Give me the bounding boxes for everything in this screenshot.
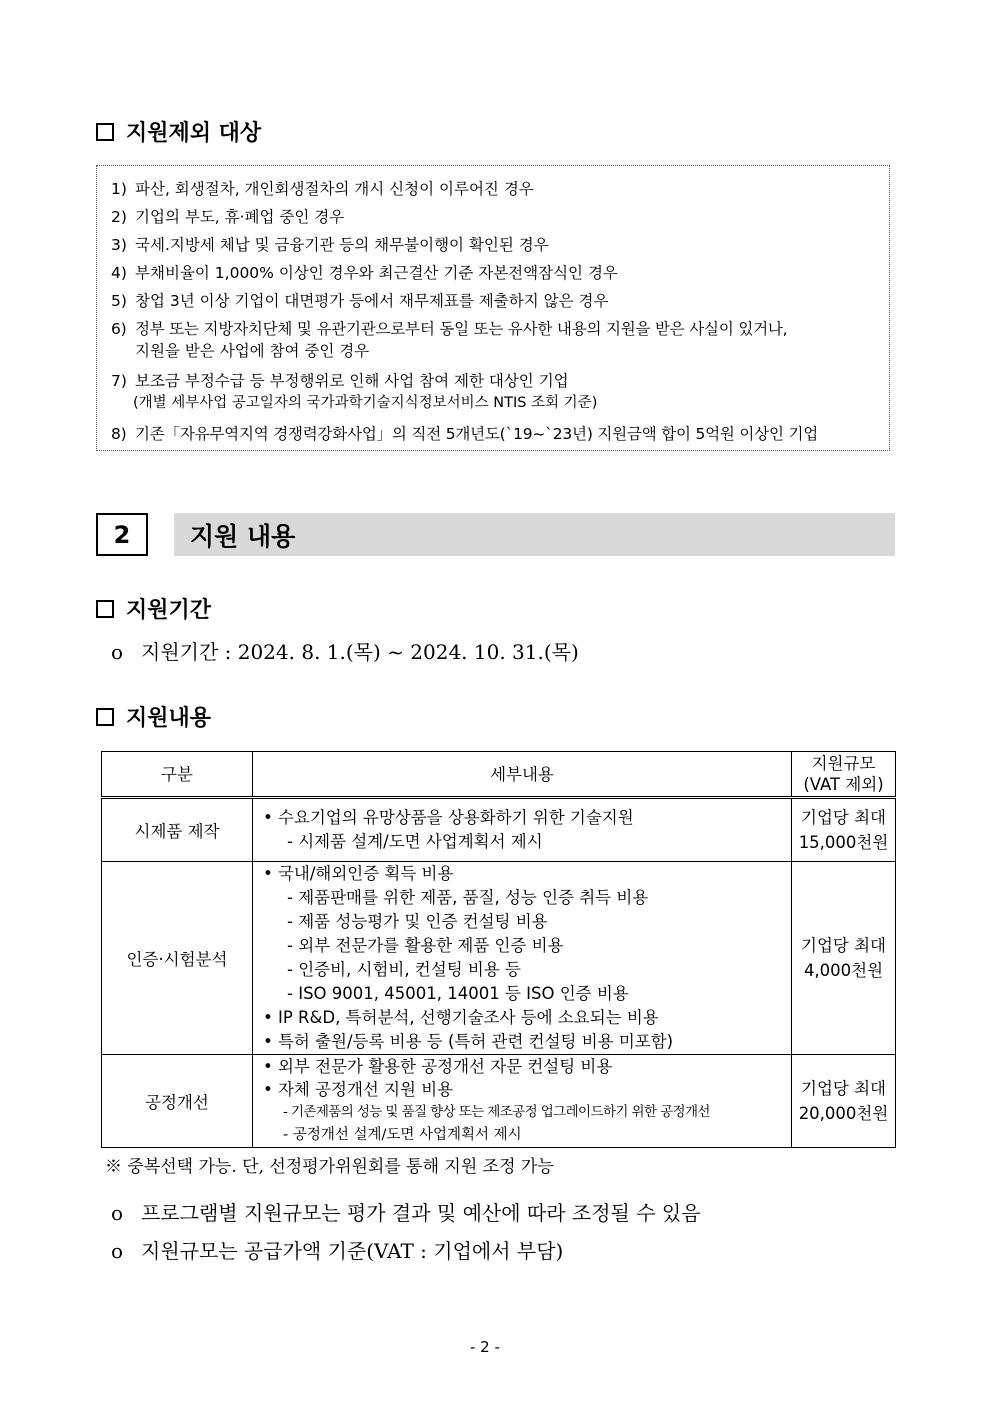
exclusion-item: 5) 창업 3년 이상 기업이 대면평가 등에서 재무제표를 제출하지 않은 경우 [111, 292, 609, 310]
table-row [102, 798, 896, 862]
row-detail: • 수요기업의 유망상품을 상용화하기 위한 기술지원 - 시제품 설계/도면 사업계획서 제시 [253, 798, 792, 862]
table-header-row [102, 752, 896, 798]
exclusion-item: 1) 파산, 회생절차, 개인회생절차의 개시 신청이 이루어진 경우 [111, 180, 534, 198]
table-row [102, 862, 896, 1055]
content-section-title: 지원내용 [96, 701, 211, 732]
row-category: 시제품 제작 [102, 798, 253, 862]
exclusion-item: 7) 보조금 부정수급 등 부정행위로 인해 사업 참여 제한 대상인 기업 [111, 372, 569, 390]
table-note: ※ 중복선택 가능. 단, 선정평가위원회를 통해 지원 조정 가능 [105, 1157, 554, 1177]
exclusion-list-box [96, 165, 890, 451]
row-scale: 기업당 최대 15,000천원 [792, 798, 896, 862]
exclusion-item: 4) 부채비율이 1,000% 이상인 경우와 최근결산 기준 자본전액잠식인 경우 [111, 264, 618, 282]
header-detail: 세부내용 [253, 752, 792, 798]
row-detail: • 외부 전문가 활용한 공정개선 자문 컨설팅 비용 • 자체 공정개선 지원 비용 - 기존제품의 성능 및 품질 향상 또는 제조공정 업그레이드하기 위한 공정개선 - 공정개선 설계/도면 사업계획서 제시 [253, 1055, 792, 1148]
checkbox-square-icon [96, 600, 114, 618]
chapter-number: 2 [96, 513, 148, 556]
header-category: 구분 [102, 752, 253, 798]
page-number: - 2 - [470, 1338, 500, 1356]
row-scale: 기업당 최대 4,000천원 [792, 862, 896, 1055]
exclusion-item: 2) 기업의 부도, 휴·폐업 중인 경우 [111, 208, 345, 226]
header-scale: 지원규모 (VAT 제외) [792, 752, 896, 798]
support-table [101, 751, 896, 1148]
exclusion-item: 6) 정부 또는 지방자치단체 및 유관기관으로부터 동일 또는 유사한 내용의 지원을 받은 사실이 있거나, [111, 320, 788, 338]
row-category: 인증·시험분석 [102, 862, 253, 1055]
content-bullet-line: o 프로그램별 지원규모는 평가 결과 및 예산에 따라 조정될 수 있음 [111, 1201, 701, 1225]
exclusion-item-note: (개별 세부사업 공고일자의 국가과학기술지식정보서비스 NTIS 조회 기준) [133, 395, 598, 411]
exclusion-item: 3) 국세.지방세 체납 및 금융기관 등의 채무불이행이 확인된 경우 [111, 236, 549, 254]
exclusion-item-continuation: 지원을 받은 사업에 참여 중인 경우 [135, 342, 370, 360]
chapter-title: 지원 내용 [174, 513, 895, 556]
content-bullet-line: o 지원규모는 공급가액 기준(VAT : 기업에서 부담) [111, 1239, 564, 1263]
period-line: o 지원기간 : 2024. 8. 1.(목) ~ 2024. 10. 31.(목) [111, 640, 579, 664]
row-scale: 기업당 최대 20,000천원 [792, 1055, 896, 1148]
exclusion-item: 8) 기존「자유무역지역 경쟁력강화사업」의 직전 5개년도(`19~`23년) 지원금액 합이 5억원 이상인 기업 [111, 425, 819, 443]
row-category: 공정개선 [102, 1055, 253, 1148]
checkbox-square-icon [96, 708, 114, 726]
table-row [102, 1055, 896, 1148]
period-section-title: 지원기간 [96, 593, 211, 624]
checkbox-square-icon [96, 123, 114, 141]
row-detail: • 국내/해외인증 획득 비용 - 제품판매를 위한 제품, 품질, 성능 인증 취득 비용 - 제품 성능평가 및 인증 컨설팅 비용 - 외부 전문가를 활용한 제품 인증 비용 - 인증비, 시험비, 컨설팅 비용 등 - ISO 9001, 45001, 14001 등 ISO 인증 비용 • IP R&D, 특허분석, 선행기술조사 등에 소요되는 비용 • 특허 출원/등록 비용 등 (특허 관련 컨설팅 비용 미포함) [253, 862, 792, 1055]
exclusion-section-title: 지원제외 대상 [96, 116, 261, 147]
